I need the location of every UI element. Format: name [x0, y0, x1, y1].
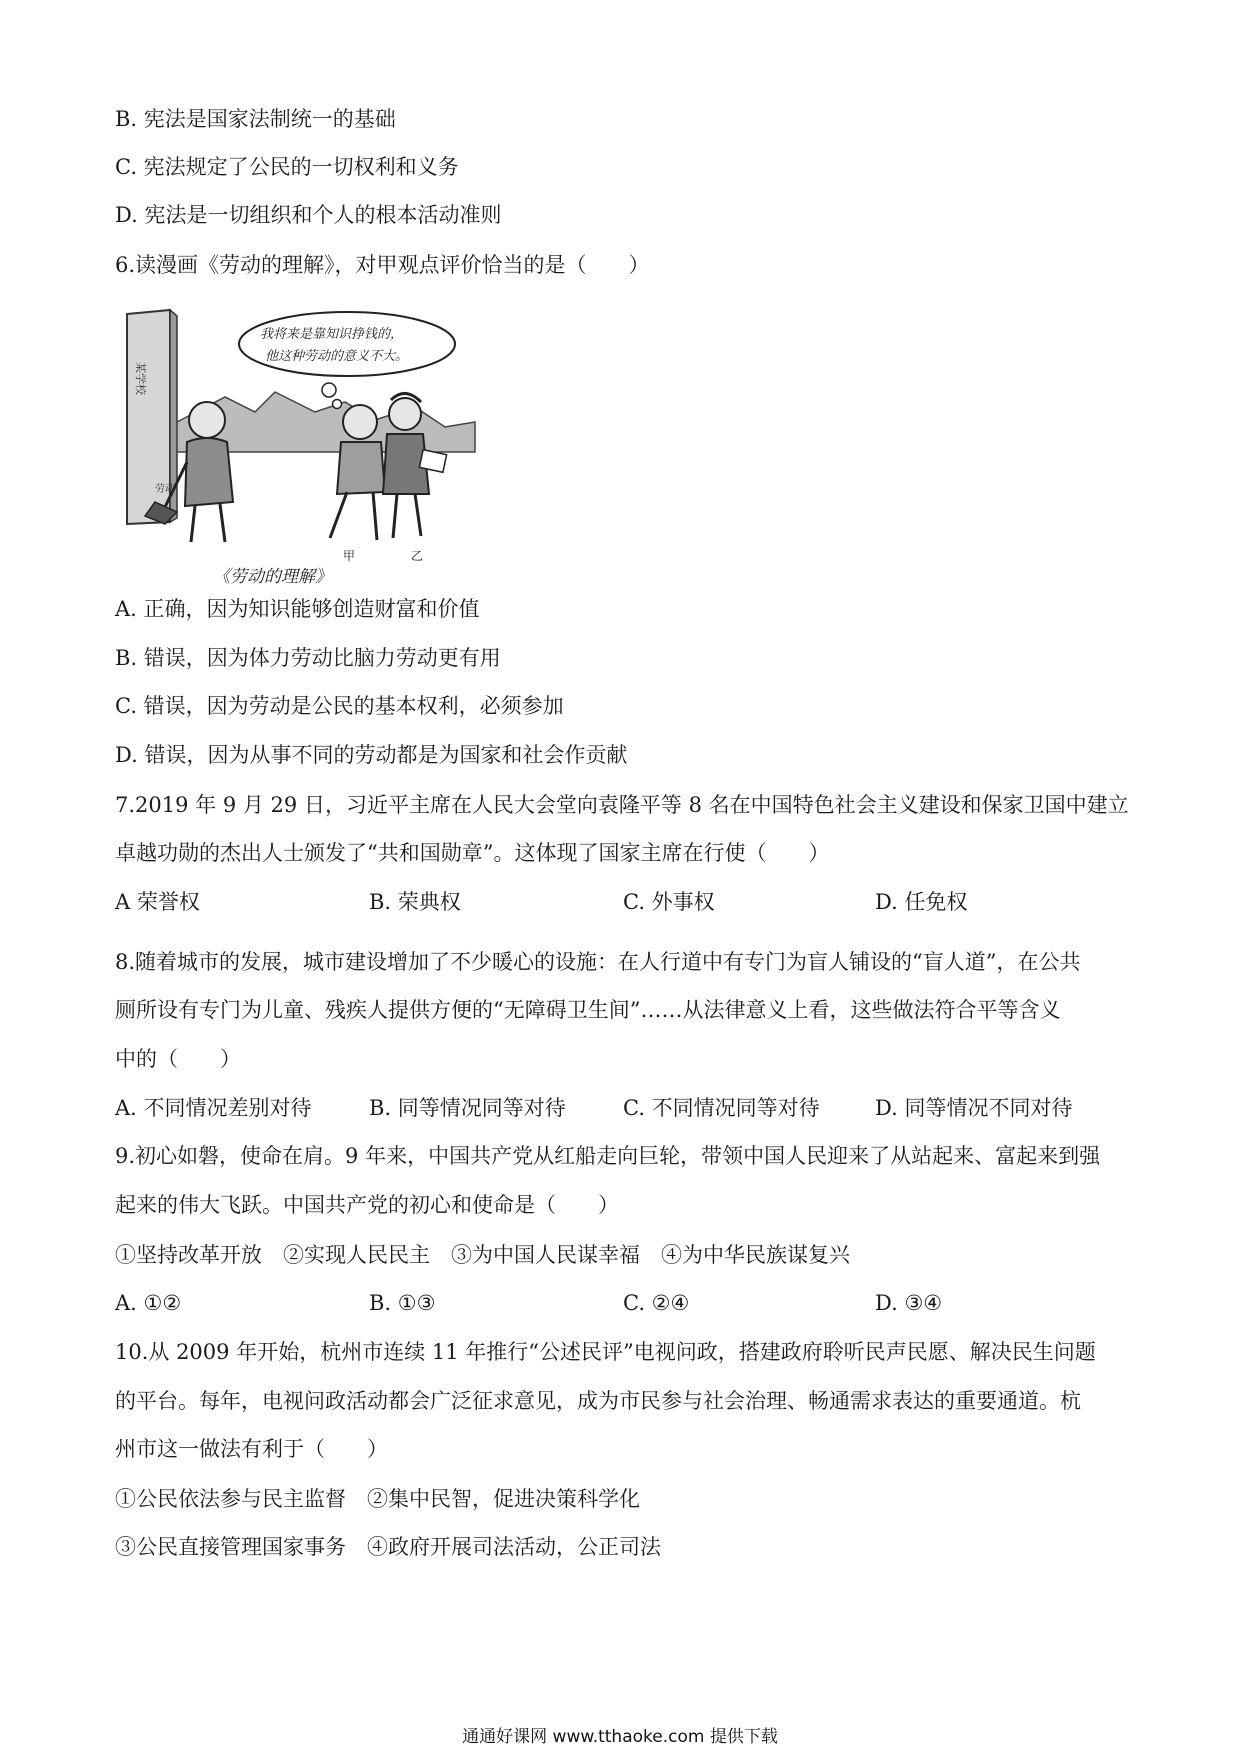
- q6-option-b: B. 错误，因为体力劳动比脑力劳动更有用: [115, 646, 501, 670]
- q8-option-d: D. 同等情况不同对待: [875, 1096, 1073, 1120]
- q10-stem-line-1: 10.从 2009 年开始，杭州市连续 11 年推行“公述民评”电视问政，搭建政府聆听民声民愿、解决民生问题: [115, 1340, 1096, 1364]
- cartoon-pillar-label: 某学校: [134, 362, 147, 395]
- q5-option-d: D. 宪法是一切组织和个人的根本活动准则: [115, 203, 502, 227]
- cartoon-caption: 《劳动的理解》: [213, 567, 332, 587]
- q9-items: ①坚持改革开放 ②实现人民民主 ③为中国人民谋幸福 ④为中华民族谋复兴: [115, 1243, 850, 1267]
- cartoon-jia-label: 甲: [343, 549, 356, 563]
- q9-option-d: D. ③④: [875, 1291, 943, 1315]
- q5-option-b: B. 宪法是国家法制统一的基础: [115, 107, 396, 131]
- q6-option-a: A. 正确，因为知识能够创造财富和价值: [115, 597, 480, 621]
- q7-stem-line-2: 卓越功勋的杰出人士颁发了“共和国勋章”。这体现了国家主席在行使（ ）: [115, 841, 830, 865]
- q10-items-line-2: ③公民直接管理国家事务 ④政府开展司法活动，公正司法: [115, 1535, 661, 1559]
- cartoon-yi-label: 乙: [411, 549, 424, 563]
- q6-stem: 6.读漫画《劳动的理解》，对甲观点评价恰当的是（ ）: [115, 253, 650, 277]
- q9-option-a: A. ①②: [115, 1291, 182, 1315]
- cartoon-drawing: [115, 302, 480, 587]
- q8-stem-line-2: 厕所设有专门为儿童、残疾人提供方便的“无障碍卫生间”……从法律意义上看，这些做法符合平等含义: [115, 998, 1061, 1022]
- q8-stem-line-3: 中的（ ）: [115, 1047, 241, 1071]
- q5-option-c: C. 宪法规定了公民的一切权利和义务: [115, 155, 459, 179]
- q10-stem-line-3: 州市这一做法有利于（ ）: [115, 1437, 388, 1461]
- cartoon-speech-line-1: 我将来是靠知识挣钱的，: [260, 327, 404, 342]
- cartoon-worker-label: 劳动: [155, 484, 175, 495]
- q6-option-c: C. 错误，因为劳动是公民的基本权利，必须参加: [115, 694, 564, 718]
- q6-option-d: D. 错误，因为从事不同的劳动都是为国家和社会作贡献: [115, 743, 628, 767]
- q9-option-c: C. ②④: [623, 1291, 690, 1315]
- q7-option-a: A 荣誉权: [115, 890, 200, 914]
- q10-stem-line-2: 的平台。每年，电视问政活动都会广泛征求意见，成为市民参与社会治理、畅通需求表达的重要通道。杭: [115, 1389, 1081, 1413]
- q7-stem-line-1: 7.2019 年 9 月 29 日，习近平主席在人民大会堂向袁隆平等 8 名在中国特色社会主义建设和保家卫国中建立: [115, 793, 1129, 817]
- cartoon-speech-line-2: 他这种劳动的意义不大。: [265, 349, 409, 364]
- q9-stem-line-1: 9.初心如磐，使命在肩。9 年来，中国共产党从红船走向巨轮，带领中国人民迎来了从站起来、富起来到强: [115, 1144, 1101, 1168]
- page-footer: 通通好课网 www.tthaoke.com 提供下载: [462, 1727, 778, 1747]
- q8-options: [115, 1093, 1125, 1123]
- q9-option-b: B. ①③: [369, 1291, 436, 1315]
- q7-option-b: B. 荣典权: [369, 890, 461, 914]
- q8-option-c: C. 不同情况同等对待: [623, 1096, 820, 1120]
- q9-stem-line-2: 起来的伟大飞跃。中国共产党的初心和使命是（ ）: [115, 1193, 619, 1217]
- q10-items-line-1: ①公民依法参与民主监督 ②集中民智，促进决策科学化: [115, 1487, 640, 1511]
- q8-stem-line-1: 8.随着城市的发展，城市建设增加了不少暖心的设施：在人行道中有专门为盲人铺设的“盲人道”，在公共: [115, 950, 1081, 974]
- q7-options: [115, 887, 1125, 917]
- labor-cartoon-image: [115, 302, 480, 587]
- q7-option-d: D. 任免权: [875, 890, 968, 914]
- q8-option-a: A. 不同情况差别对待: [115, 1096, 312, 1120]
- q8-option-b: B. 同等情况同等对待: [369, 1096, 566, 1120]
- q9-options: [115, 1288, 1125, 1318]
- q7-option-c: C. 外事权: [623, 890, 715, 914]
